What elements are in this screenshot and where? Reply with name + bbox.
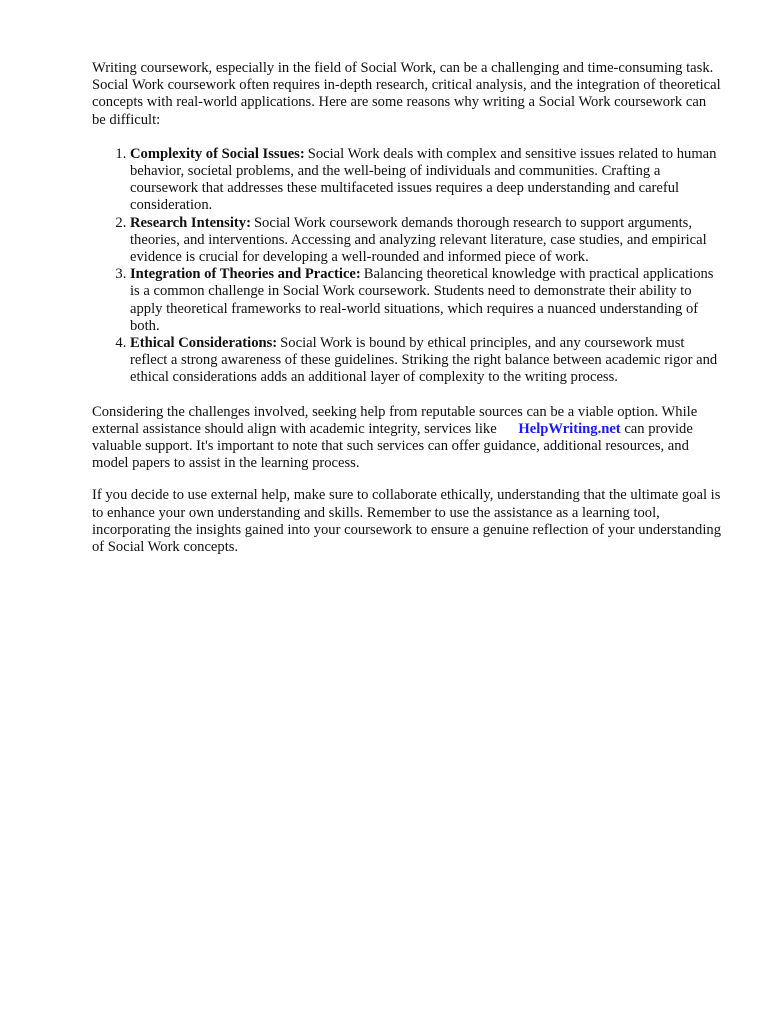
reason-text: Social Work is bound by ethical principles, and any coursework must reflect a strong awareness of these guidelines. Striking the right balance between academic rigor and ethical considerations adds an additional layer of complexity to the writing process. <box>130 335 718 386</box>
closing-paragraph: If you decide to use external help, make sure to collaborate ethically, understanding that the ultimate goal is to enhance your own understanding and skills. Remember to use the assistance as a learning tool, incorporating the insights gained into your coursework to ensure a genuine reflection of your understanding of Social Work concepts. <box>92 487 721 556</box>
reasons-list <box>92 146 722 387</box>
reason-text: Social Work deals with complex and sensitive issues related to human behavior, societal problems, and the well-being of individuals and communities. Crafting a coursework that addresses these multifaceted issues requires a deep understanding and careful consideration. <box>130 145 717 214</box>
list-item <box>130 335 722 387</box>
reason-term: Complexity of Social Issues: <box>130 145 305 162</box>
list-item <box>130 215 722 267</box>
intro-paragraph: Writing coursework, especially in the field of Social Work, can be a challenging and time-consuming task. Social Work coursework often requires in-depth research, critical analysis, and the integration of theoretical concepts with real-world applications. Here are some reasons why writing a Social Work coursework can be difficult: <box>92 60 721 128</box>
document-page <box>92 60 722 571</box>
reason-term: Integration of Theories and Practice: <box>130 266 361 283</box>
consider-text-after: can provide valuable support. It's important to note that such services can offer guidance, additional resources, and model papers to assist in the learning process. <box>92 420 693 472</box>
reason-text: Balancing theoretical knowledge with practical applications is a common challenge in Social Work coursework. Students need to demonstrate their ability to apply theoretical frameworks to real-world situations, which requires a nuanced understanding of both. <box>130 266 714 334</box>
reason-term: Ethical Considerations: <box>130 335 278 352</box>
list-item <box>130 266 722 335</box>
reason-term: Research Intensity: <box>130 214 251 231</box>
helpwriting-link[interactable]: HelpWriting.net <box>518 420 621 437</box>
consider-text-before: Considering the challenges involved, seeking help from reputable sources can be a viable option. While external assistance should align with academic integrity, services like <box>92 403 698 437</box>
list-item <box>130 146 722 215</box>
consider-paragraph <box>92 404 722 473</box>
reason-text: Social Work coursework demands thorough research to support arguments, theories, and interventions. Accessing and analyzing relevant literature, case studies, and empirical evidence is crucial for developing a well-rounded and informed piece of work. <box>130 214 707 266</box>
